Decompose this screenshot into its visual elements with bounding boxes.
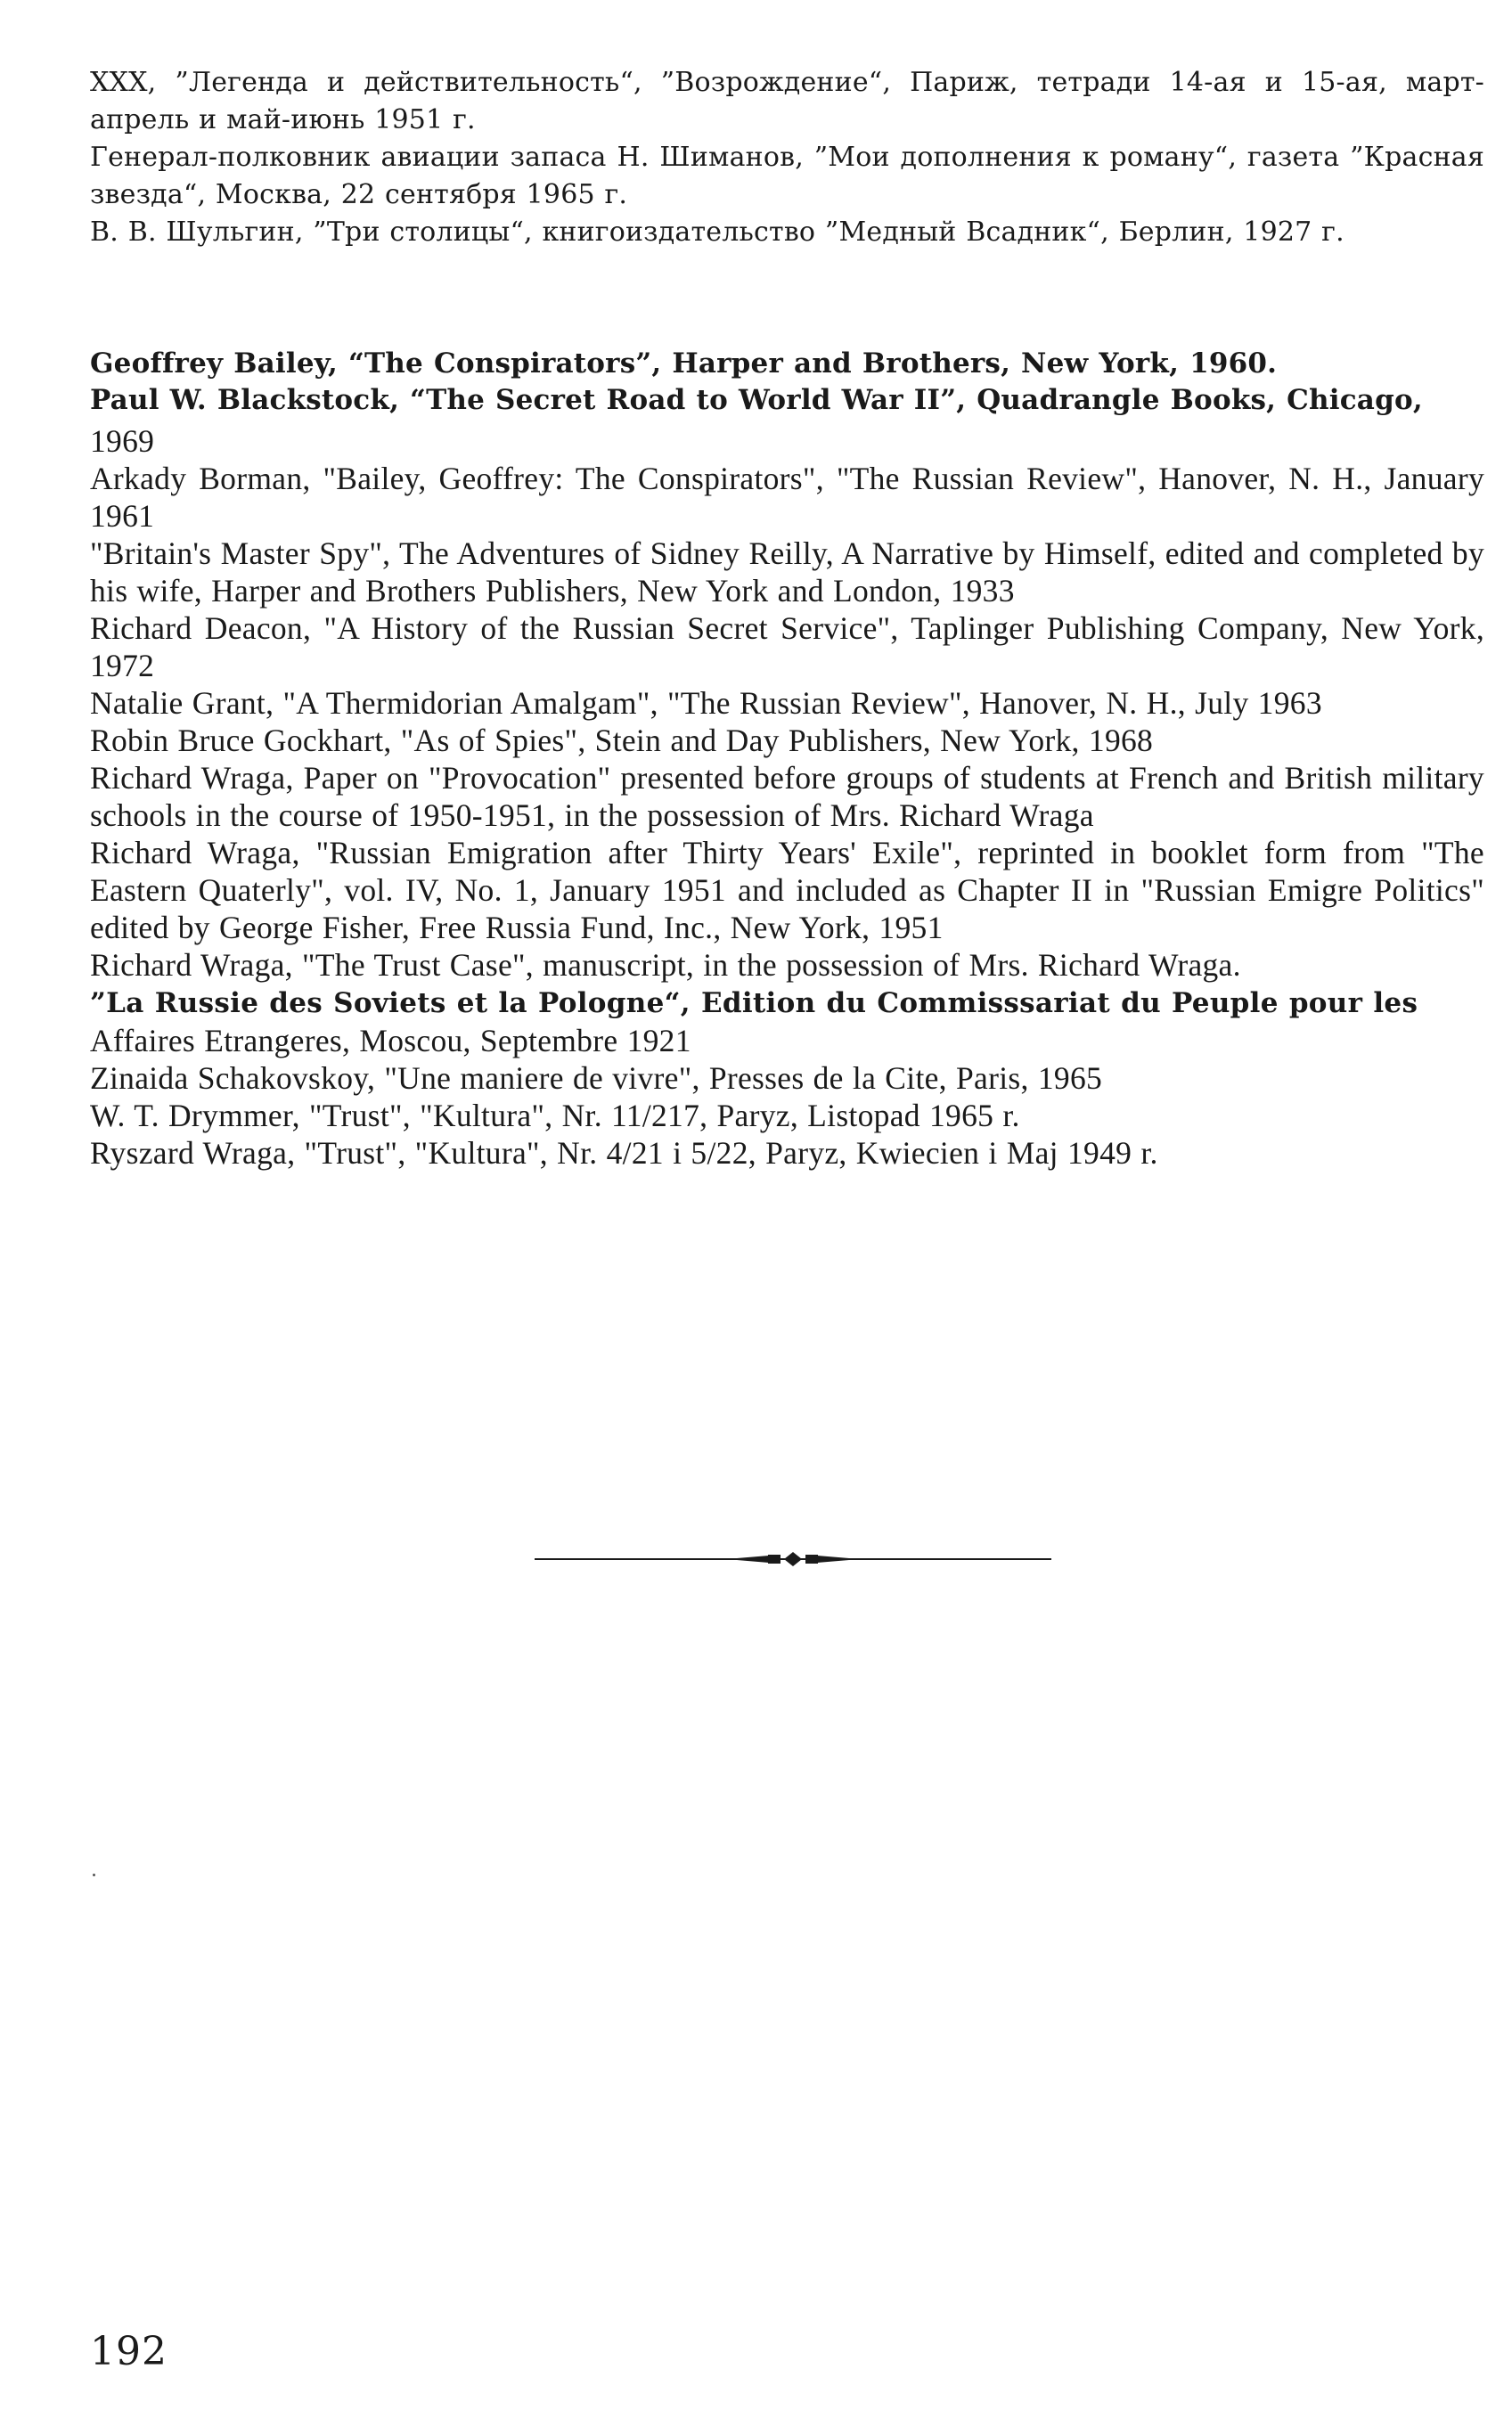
page-number: 192 [90, 2329, 168, 2374]
bibliography-entry: W. T. Drymmer, "Trust", "Kultura", Nr. 11/217, Paryz, Listopad 1965 r. [90, 1098, 1020, 1133]
bibliography-entry: В. В. Шульгин, ”Три столицы“, книгоиздательство ”Медный Всадник“, Берлин, 1927 г. [90, 216, 1344, 248]
bold-bibliography-block [90, 346, 1484, 419]
bibliography-entry: Zinaida Schakovskoy, "Une maniere de vivre", Presses de la Cite, Paris, 1965 [90, 1060, 1103, 1096]
bibliography-entry: Natalie Grant, "A Thermidorian Amalgam", "The Russian Review", Hanover, N. H., July 1963 [90, 685, 1322, 721]
bibliography-entry: XXX, ”Легенда и действительность“, ”Возрождение“, Париж, тетради 14-ая и 15-ая, март-апрель и май-июнь 1951 г. [90, 67, 1484, 135]
bibliography-entry: Robin Bruce Gockhart, "As of Spies", Stein and Day Publishers, New York, 1968 [90, 723, 1154, 758]
russian-bibliography-block [90, 64, 1484, 251]
bibliography-entry: Arkady Borman, "Bailey, Geoffrey: The Conspirators", "The Russian Review", Hanover, N. H., January 1961 [90, 461, 1484, 534]
print-speck [93, 1874, 95, 1876]
bibliography-entry: Paul W. Blackstock, “The Secret Road to World War II”, Quadrangle Books, Chicago, [90, 384, 1423, 416]
bibliography-entry: "Britain's Master Spy", The Adventures of Sidney Reilly, A Narrative by Himself, edited and completed by his wife, Harper and Brothers Publishers, New York and London, 1933 [90, 535, 1484, 609]
bibliography-entry: Richard Wraga, "The Trust Case", manuscript, in the possession of Mrs. Richard Wraga. [90, 947, 1241, 983]
ornament-divider [535, 1546, 1051, 1573]
bibliography-entry: Richard Wraga, Paper on "Provocation" presented before groups of students at French and British military schools in the course of 1950-1951, in the possession of Mrs. Richard Wraga [90, 760, 1484, 833]
bibliography-entry: Ryszard Wraga, "Trust", "Kultura", Nr. 4/21 i 5/22, Paryz, Kwiecien i Maj 1949 r. [90, 1135, 1158, 1171]
bibliography-entry: 1969 [90, 423, 155, 459]
bibliography-entry [90, 984, 1484, 1022]
bibliography-entry: Richard Deacon, "A History of the Russian Secret Service", Taplinger Publishing Company, New York, 1972 [90, 610, 1484, 683]
bibliography-entry: Geoffrey Bailey, “The Conspirators”, Harper and Brothers, New York, 1960. [90, 347, 1278, 380]
english-bibliography-block [90, 422, 1484, 1172]
bibliography-entry: Affaires Etrangeres, Moscou, Septembre 1921 [90, 1023, 691, 1058]
bibliography-entry: Генерал-полковник авиации запаса Н. Шиманов, ”Мои дополнения к роману“, газета ”Красная звезда“, Москва, 22 сентября 1965 г. [90, 142, 1484, 210]
bibliography-entry-bold-line: ”La Russie des Soviets et la Pologne“, Edition du Commisssariat du Peuple pour les [90, 987, 1418, 1019]
bibliography-entry: Richard Wraga, "Russian Emigration after Thirty Years' Exile", reprinted in booklet form from "The Eastern Quaterly", vol. IV, No. 1, January 1951 and included as Chapter II in "Russian Emigre Politics" edited by George Fisher, Free Russia Fund, Inc., New York, 1951 [90, 835, 1484, 945]
